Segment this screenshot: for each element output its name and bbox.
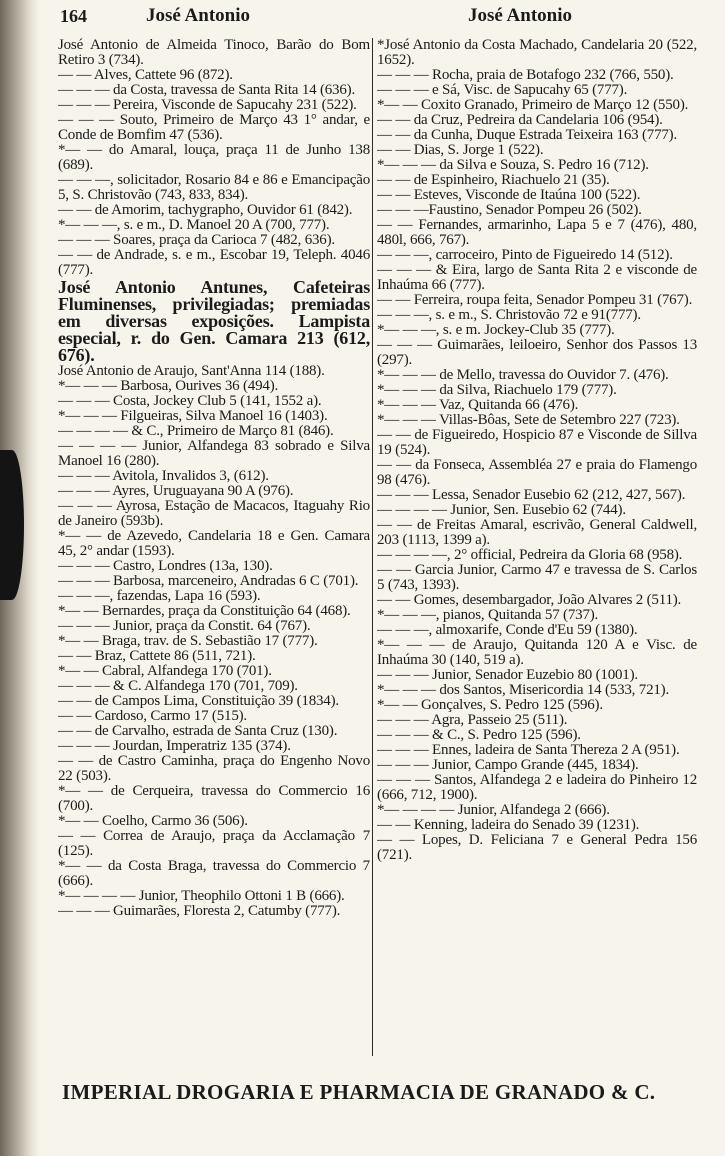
directory-entry: — — — Barbosa, marceneiro, Andradas 6 C (701).	[58, 573, 359, 589]
directory-entry: — — Kenning, ladeira do Senado 39 (1231).	[377, 817, 640, 833]
left-column	[58, 38, 370, 1056]
directory-entry: — — — Junior, Senador Euzebio 80 (1001).	[377, 667, 638, 683]
directory-entry: *— — — — Junior, Alfandega 2 (666).	[377, 802, 610, 818]
directory-entry: José Antonio Antunes, Cafeteiras Fluminenses, privilegiadas; premiadas em diversas exposições. Lampista especial, r. do Gen. Camara 213 (612, 676).	[58, 277, 370, 365]
directory-entry: — — —, solicitador, Rosario 84 e 86 e Emancipação 5, S. Christovão (743, 833, 834).	[58, 172, 370, 203]
directory-entry: — — — Ayres, Uruguayana 90 A (976).	[58, 483, 294, 499]
directory-entry: — — — Guimarães, Floresta 2, Catumby (777).	[58, 903, 341, 919]
directory-entry: — — —, carroceiro, Pinto de Figueiredo 14 (512).	[377, 247, 673, 263]
directory-entry: — — de Freitas Amaral, escrivão, General Caldwell, 203 (1113, 1399 a).	[377, 517, 697, 548]
ink-blot	[0, 450, 24, 600]
directory-entry: *— — Bernardes, praça da Constituição 64 (468).	[58, 603, 351, 619]
directory-entry: — — — Lessa, Senador Eusebio 62 (212, 427, 567).	[377, 487, 686, 503]
directory-entry: — — — Pereira, Visconde de Sapucahy 231 (522).	[58, 97, 357, 113]
directory-entry: *— — do Amaral, louça, praça 11 de Junho 138 (689).	[58, 142, 370, 173]
directory-entry: — — — da Costa, travessa de Santa Rita 14 (636).	[58, 82, 356, 98]
directory-entry: — — —, fazendas, Lapa 16 (593).	[58, 588, 261, 604]
directory-entry: — — — Rocha, praia de Botafogo 232 (766, 550).	[377, 67, 674, 83]
directory-entry: — — de Espinheiro, Riachuelo 21 (35).	[377, 172, 610, 188]
directory-entry: — — de Amorim, tachygrapho, Ouvidor 61 (842).	[58, 202, 353, 218]
directory-entry: *— — — — Junior, Theophilo Ottoni 1 B (666).	[58, 888, 345, 904]
running-head-right: José Antonio	[468, 5, 572, 26]
directory-entry: — — — — Junior, Alfandega 83 sobrado e Silva Manoel 16 (280).	[58, 438, 370, 469]
directory-entry: — — Garcia Junior, Carmo 47 e travessa de S. Carlos 5 (743, 1393).	[377, 562, 697, 593]
directory-entry: — — — Costa, Jockey Club 5 (141, 1552 a).	[58, 393, 322, 409]
running-head-left: José Antonio	[146, 5, 250, 26]
directory-entry: *— — —, s. e m., D. Manoel 20 A (700, 777).	[58, 217, 330, 233]
directory-entry: — — —, s. e m., S. Christovão 72 e 91(777).	[377, 307, 641, 323]
directory-entry: José Antonio de Almeida Tinoco, Barão do Bom Retiro 3 (734).	[58, 38, 370, 68]
directory-entry: *— — — Filgueiras, Silva Manoel 16 (1403).	[58, 408, 328, 424]
page-header	[60, 4, 715, 28]
directory-entry: — — — Avitola, Invalidos 3, (612).	[58, 468, 269, 484]
directory-entry: — — — Jourdan, Imperatriz 135 (374).	[58, 738, 291, 754]
directory-entry: — — — Castro, Londres (13a, 130).	[58, 558, 273, 574]
directory-entry: — — — — Junior, Sen. Eusebio 62 (744).	[377, 502, 626, 518]
directory-entry: — — — & C. Alfandega 170 (701, 709).	[58, 678, 298, 694]
directory-entry: — — — Soares, praça da Carioca 7 (482, 636).	[58, 232, 335, 248]
directory-entry: *— — Cabral, Alfandega 170 (701).	[58, 663, 272, 679]
directory-entry: *— — Coxito Granado, Primeiro de Março 12 (550).	[377, 97, 689, 113]
directory-entry: — — — Junior, Campo Grande (445, 1834).	[377, 757, 639, 773]
directory-entry: — — Lopes, D. Feliciana 7 e General Pedra 156 (721).	[377, 832, 697, 863]
directory-entry: — — Dias, S. Jorge 1 (522).	[377, 142, 544, 158]
directory-entry: *José Antonio da Costa Machado, Candelaria 20 (522, 1652).	[377, 38, 697, 68]
directory-entry: *— — de Azevedo, Candelaria 18 e Gen. Camara 45, 2° andar (1593).	[58, 528, 370, 559]
directory-entry: — — Braz, Cattete 86 (511, 721).	[58, 648, 256, 664]
directory-entry: — — — —, 2° official, Pedreira da Gloria 68 (958).	[377, 547, 683, 563]
directory-entry: — — — Junior, praça da Constit. 64 (767).	[58, 618, 311, 634]
directory-entry: — — da Fonseca, Assembléa 27 e praia do Flamengo 98 (476).	[377, 457, 697, 488]
page-number: 164	[60, 6, 87, 26]
directory-entry: *— — — de Mello, travessa do Ouvidor 7. (476).	[377, 367, 669, 383]
directory-entry: *— — — Villas-Bôas, Sete de Setembro 227 (723).	[377, 412, 680, 428]
directory-entry: *— — da Costa Braga, travessa do Commercio 7 (666).	[58, 858, 370, 889]
directory-entry: — — Gomes, desembargador, João Alvares 2 (511).	[377, 592, 682, 608]
directory-entry: — — Correa de Araujo, praça da Acclamação 7 (125).	[58, 828, 370, 859]
directory-entry: — — — & Eira, largo de Santa Rita 2 e visconde de Inhaúma 66 (777).	[377, 262, 697, 293]
directory-entry: — — de Carvalho, estrada de Santa Cruz (130).	[58, 723, 338, 739]
directory-entry: *— — — da Silva e Souza, S. Pedro 16 (712).	[377, 157, 649, 173]
directory-entry: *— — — da Silva, Riachuelo 179 (777).	[377, 382, 617, 398]
directory-entry: — — —Faustino, Senador Pompeu 26 (502).	[377, 202, 642, 218]
directory-entry: *— — Braga, trav. de S. Sebastião 17 (777).	[58, 633, 318, 649]
directory-entry: — — — Souto, Primeiro de Março 43 1° andar, e Conde de Bomfim 47 (536).	[58, 112, 370, 143]
directory-entry: — — Alves, Cattete 96 (872).	[58, 67, 233, 83]
directory-entry: — — de Figueiredo, Hospicio 87 e Visconde de Sillva 19 (524).	[377, 427, 697, 458]
directory-entry: — — de Andrade, s. e m., Escobar 19, Teleph. 4046 (777).	[58, 247, 370, 278]
directory-entry: *— — de Cerqueira, travessa do Commercio 16 (700).	[58, 783, 370, 814]
directory-entry: *— — — dos Santos, Misericordia 14 (533, 721).	[377, 682, 670, 698]
directory-entry: *— — Gonçalves, S. Pedro 125 (596).	[377, 697, 603, 713]
directory-entry: — — — Agra, Passeio 25 (511).	[377, 712, 568, 728]
directory-entry: *— — —, pianos, Quitanda 57 (737).	[377, 607, 599, 623]
directory-entry: José Antonio de Araujo, Sant'Anna 114 (188).	[58, 363, 325, 379]
column-rule	[372, 38, 373, 1056]
directory-entry: — — — — & C., Primeiro de Março 81 (846).	[58, 423, 334, 439]
directory-entry: — — — Ennes, ladeira de Santa Thereza 2 A (951).	[377, 742, 680, 758]
directory-entry: *— — Coelho, Carmo 36 (506).	[58, 813, 248, 829]
directory-entry: *— — — de Araujo, Quitanda 120 A e Visc. de Inhaúma 30 (140, 519 a).	[377, 637, 697, 668]
directory-entry: *— — —, s. e m. Jockey-Club 35 (777).	[377, 322, 615, 338]
directory-entry: — — da Cunha, Duque Estrada Teixeira 163 (777).	[377, 127, 678, 143]
directory-entry: *— — — Barbosa, Ourives 36 (494).	[58, 378, 279, 394]
directory-entry: — — da Cruz, Pedreira da Candelaria 106 (954).	[377, 112, 663, 128]
right-column	[377, 38, 697, 1056]
directory-entry: — — — Ayrosa, Estação de Macacos, Itaguahy Rio de Janeiro (593b).	[58, 498, 370, 529]
directory-entry: — — de Campos Lima, Constituição 39 (1834).	[58, 693, 339, 709]
directory-entry: — — Cardoso, Carmo 17 (515).	[58, 708, 247, 724]
directory-entry: — — — & C., S. Pedro 125 (596).	[377, 727, 581, 743]
footer-advertisement: IMPERIAL DROGARIA E PHARMACIA DE GRANADO & C.	[62, 1080, 656, 1104]
directory-entry: — — — Santos, Alfandega 2 e ladeira do Pinheiro 12 (666, 712, 1900).	[377, 772, 697, 803]
directory-entry: — — de Castro Caminha, praça do Engenho Novo 22 (503).	[58, 753, 370, 784]
directory-entry: — — Fernandes, armarinho, Lapa 5 e 7 (476), 480, 480l, 666, 767).	[377, 217, 697, 248]
directory-entry: — — —, almoxarife, Conde d'Eu 59 (1380).	[377, 622, 638, 638]
directory-entry: *— — — Vaz, Quitanda 66 (476).	[377, 397, 579, 413]
directory-entry: — — — Guimarães, leiloeiro, Senhor dos Passos 13 (297).	[377, 337, 697, 368]
directory-entry: — — — e Sá, Visc. de Sapucahy 65 (777).	[377, 82, 628, 98]
directory-entry: — — Esteves, Visconde de Itaúna 100 (522).	[377, 187, 641, 203]
directory-entry: — — Ferreira, roupa feita, Senador Pompeu 31 (767).	[377, 292, 693, 308]
